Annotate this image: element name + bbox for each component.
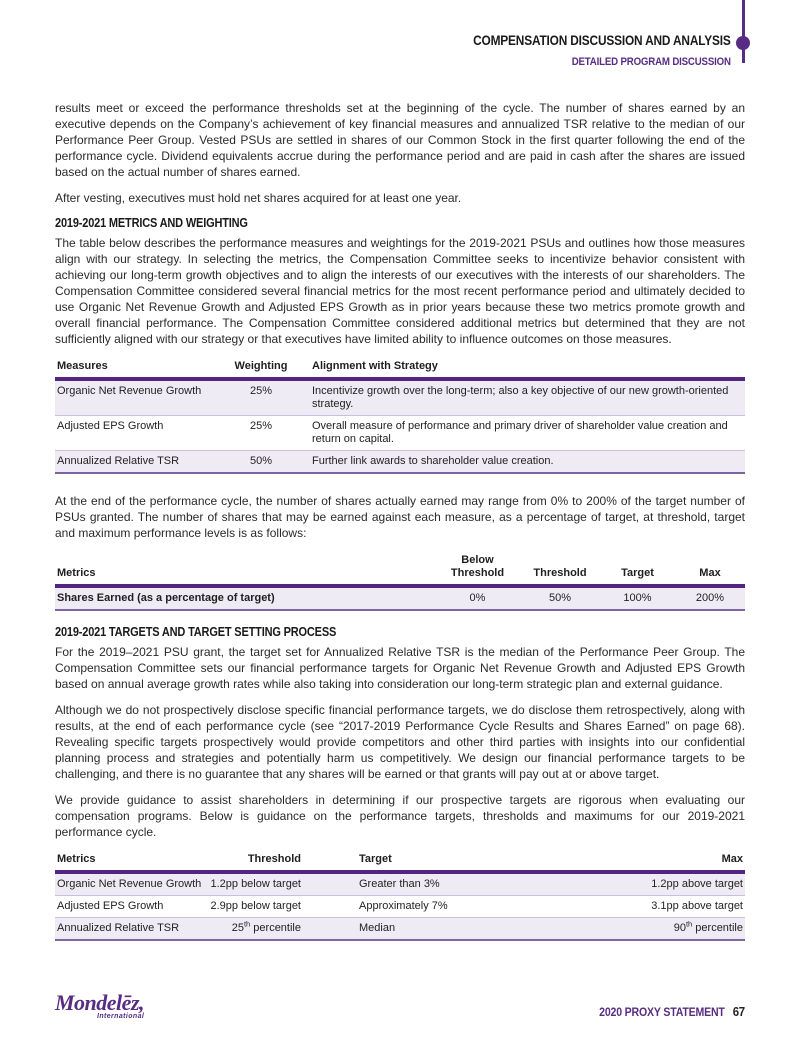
max-cell: 1.2pp above target [651, 878, 743, 890]
header-section-title: COMPENSATION DISCUSSION AND ANALYSIS [473, 33, 731, 48]
threshold-value: 50% [548, 592, 572, 604]
table-row [55, 416, 745, 451]
measure-cell: Adjusted EPS Growth [57, 420, 164, 432]
col-header-metrics: Metrics [55, 551, 435, 586]
table-row [55, 918, 745, 941]
ordinal-superscript: th [243, 919, 251, 929]
shares-earned-intro: At the end of the performance cycle, the number of shares actually earned may range from 0% to 200% of the target number of PSUs granted. The number of shares that may be earned against each measure, as a percentage of target, at threshold, target and maximum performance levels is as follows: [55, 494, 745, 540]
col-header-metrics: Metrics [55, 850, 205, 872]
col-header-alignment: Alignment with Strategy [299, 357, 745, 379]
threshold-cell: 1.2pp below target [210, 878, 301, 890]
mondelez-logo-international: International [97, 1013, 145, 1020]
header-accent-rule [742, 0, 745, 63]
page-header [438, 31, 731, 71]
max-cell: 90th percentile [673, 919, 743, 934]
measures-weighting-table [55, 357, 745, 474]
mondelez-logo-wordmark: Mondelēz, [55, 990, 144, 1015]
below-threshold-value: 0% [469, 592, 486, 604]
table-row [55, 379, 745, 416]
page-content [55, 100, 745, 960]
table-header-row [55, 551, 745, 586]
table-header-row [55, 357, 745, 379]
alignment-cell: Further link awards to shareholder value creation. [312, 455, 554, 467]
alignment-cell: Overall measure of performance and primary driver of shareholder value creation and return on capital. [312, 420, 728, 445]
header-subsection-title: DETAILED PROGRAM DISCUSSION [571, 56, 731, 68]
target-cell: Approximately 7% [359, 900, 448, 912]
col-header-weighting: Weighting [223, 357, 299, 379]
col-header-below-threshold: Below Threshold [435, 551, 520, 586]
shares-earned-table [55, 551, 745, 611]
footer-proxy-label: 2020 PROXY STATEMENT [598, 1005, 725, 1019]
weighting-cell: 25% [249, 420, 273, 432]
metrics-weighting-intro: The table below describes the performance measures and weightings for the 2019-2021 PSUs and outlines how those measures align with our strategy. In selecting the metrics, the Compensation Committee seeks to incentivize behavior consistent with achieving our long-term growth objectives and to align the interests of our executives with the interests of our shareholders. The Compensation Committee considered several financial metrics for the most recent performance period and ultimately decided to use Organic Net Revenue Growth and Adjusted EPS Growth as in prior years because these two metrics promote growth and overall financial performance. The Compensation Committee considered additional metrics but determined that they are not sufficiently aligned with our strategy or that executives have limited ability to influence outcomes on those measures. [55, 236, 745, 346]
targets-paragraph-1: For the 2019–2021 PSU grant, the target set for Annualized Relative TSR is the median of the Performance Peer Group. The Compensation Committee sets our financial performance targets for Organic Net Revenue Growth and Adjusted EPS Growth based on annual average growth rates while also taking into consideration our long-term strategic plan and external guidance. [55, 645, 745, 691]
col-header-max: Max [538, 850, 745, 872]
col-header-measures: Measures [55, 357, 223, 379]
weighting-cell: 25% [249, 385, 273, 397]
targets-guidance-table [55, 850, 745, 941]
shares-earned-label: Shares Earned (as a percentage of target) [57, 592, 275, 604]
max-value: 200% [695, 592, 725, 604]
threshold-cell: 2.9pp below target [210, 900, 301, 912]
targets-paragraph-3: We provide guidance to assist shareholders in determining if our prospective targets are rigorous when evaluating our compensation programs. Below is guidance on the performance targets, thresholds and maximums for our 2019-2021 performance cycle. [55, 793, 745, 839]
footer-page-number: 67 [732, 1004, 745, 1019]
metric-cell: Adjusted EPS Growth [57, 900, 164, 912]
intro-paragraph-1: results meet or exceed the performance thresholds set at the beginning of the cycle. The number of shares earned by an executive depends on the Company’s achievement of key financial measures and annualized TSR relative to the median of our Performance Peer Group. Vested PSUs are settled in shares of our Common Stock in the first quarter following the end of the performance cycle. Dividend equivalents accrue during the performance period and are paid in cash after the shares are issued based on the actual number of shares earned. [55, 101, 745, 179]
measure-cell: Organic Net Revenue Growth [57, 385, 202, 397]
section-marker-dot-icon [736, 36, 750, 50]
table-row [55, 586, 745, 610]
table-header-row [55, 850, 745, 872]
measure-cell: Annualized Relative TSR [57, 455, 180, 467]
table-row [55, 872, 745, 896]
ordinal-superscript: th [685, 919, 693, 929]
col-header-target: Target [303, 850, 538, 872]
table-row [55, 451, 745, 474]
col-header-threshold: Threshold [205, 850, 303, 872]
col-header-max: Max [675, 551, 745, 586]
weighting-cell: 50% [249, 455, 273, 467]
metrics-weighting-heading: 2019-2021 METRICS AND WEIGHTING [55, 216, 248, 230]
intro-paragraph-2: After vesting, executives must hold net shares acquired for at least one year. [55, 191, 462, 205]
target-value: 100% [623, 592, 652, 604]
footer-pagination [582, 1003, 745, 1021]
max-cell: 3.1pp above target [651, 900, 743, 912]
threshold-cell: 25th percentile [231, 919, 301, 934]
table-row [55, 896, 745, 918]
alignment-cell: Incentivize growth over the long-term; also a key objective of our new growth-oriented strategy. [312, 385, 729, 410]
metric-cell: Annualized Relative TSR [57, 922, 180, 934]
target-cell: Median [359, 922, 396, 934]
col-header-target: Target [600, 551, 675, 586]
mondelez-logo [55, 990, 144, 1020]
target-cell: Greater than 3% [359, 878, 440, 890]
col-header-threshold: Threshold [520, 551, 600, 586]
targets-paragraph-2: Although we do not prospectively disclose specific financial performance targets, we do disclose them retrospectively, along with results, at the end of each performance cycle (see “2017-2019 Performance Cycle Results and Shares Earned” on page 68). Revealing specific targets prospectively would provide competitors and other third parties with insights into our confidential planning process and strategies and potentially harm us competitively. We design our financial performance targets to be challenging, and there is no guarantee that any shares will be earned or that grants will pay out at or above target. [55, 703, 745, 781]
targets-heading: 2019-2021 TARGETS AND TARGET SETTING PROCESS [55, 625, 337, 639]
metric-cell: Organic Net Revenue Growth [57, 878, 202, 890]
